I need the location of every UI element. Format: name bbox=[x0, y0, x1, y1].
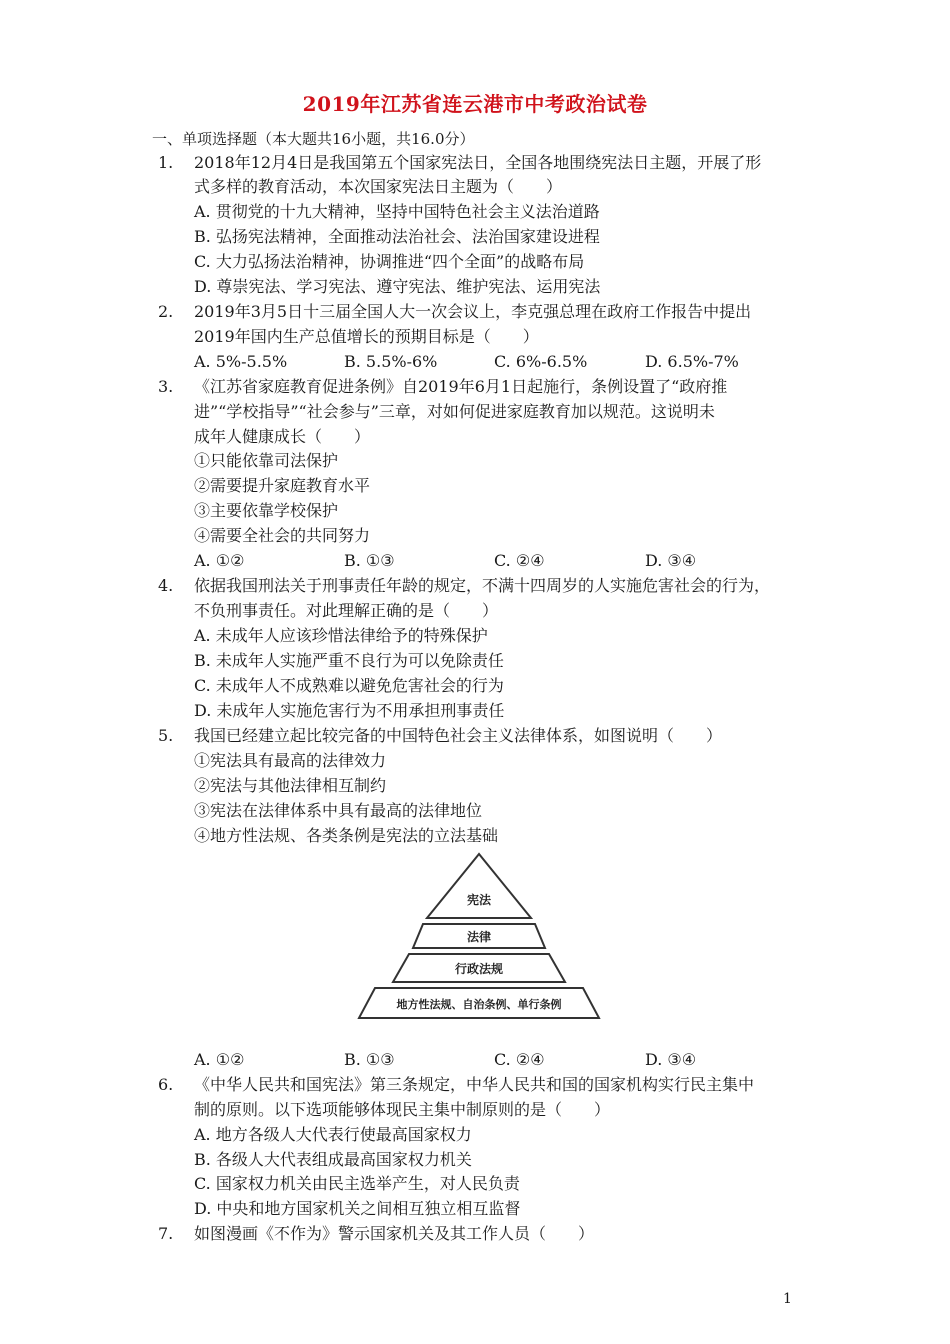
option-b: B. 未成年人实施严重不良行为可以免除责任 bbox=[194, 651, 504, 670]
question-text: 我国已经建立起比较完备的中国特色社会主义法律体系，如图说明（ ） bbox=[194, 726, 723, 745]
question-text: 不负刑事责任。对此理解正确的是（ ） bbox=[194, 601, 499, 620]
question-text: 成年人健康成长（ ） bbox=[194, 427, 371, 446]
statement-item: ①只能依靠司法保护 bbox=[194, 451, 339, 470]
section-heading: 一、单项选择题（本大题共16小题，共16.0分） bbox=[152, 130, 475, 148]
question-text: 式多样的教育活动，本次国家宪法日主题为（ ） bbox=[194, 177, 563, 196]
option-d: D. 中央和地方国家机关之间相互独立相互监督 bbox=[194, 1199, 521, 1218]
question-number: 5. bbox=[158, 726, 174, 745]
question-text: 进”“学校指导”“社会参与”三章，对如何促进家庭教育加以规范。这说明未 bbox=[194, 402, 715, 421]
statement-item: ③宪法在法律体系中具有最高的法律地位 bbox=[194, 801, 483, 820]
option-d: D. 尊崇宪法、学习宪法、遵守宪法、维护宪法、运用宪法 bbox=[194, 277, 601, 296]
question-number: 6. bbox=[158, 1075, 174, 1094]
statement-item: ③主要依靠学校保护 bbox=[194, 501, 339, 520]
question-text: 2019年国内生产总值增长的预期目标是（ ） bbox=[194, 327, 539, 346]
legal-hierarchy-pyramid bbox=[355, 848, 603, 1026]
option-b: B. ①③ bbox=[344, 551, 395, 570]
page-number: 1 bbox=[783, 1291, 792, 1307]
pyramid-label: 地方性法规、自治条例、单行条例 bbox=[396, 998, 562, 1011]
question-text: 《江苏省家庭教育促进条例》自2019年6月1日起施行，条例设置了“政府推 bbox=[194, 377, 728, 396]
question-text: 依据我国刑法关于刑事责任年龄的规定，不满十四周岁的人实施危害社会的行为， bbox=[194, 576, 771, 595]
option-a: A. ①② bbox=[194, 1050, 245, 1069]
question-number: 4. bbox=[158, 576, 174, 595]
option-a: A. 5%-5.5% bbox=[194, 352, 288, 371]
exam-title: 2019年江苏省连云港市中考政治试卷 bbox=[302, 92, 648, 116]
option-b: B. 弘扬宪法精神，全面推动法治社会、法治国家建设进程 bbox=[194, 227, 600, 246]
option-b: B. 各级人大代表组成最高国家权力机关 bbox=[194, 1150, 472, 1169]
option-d: D. ③④ bbox=[645, 1050, 697, 1069]
option-c: C. ②④ bbox=[494, 1050, 545, 1069]
question-number: 7. bbox=[158, 1224, 174, 1243]
option-d: D. 未成年人实施危害行为不用承担刑事责任 bbox=[194, 701, 505, 720]
option-d: D. 6.5%-7% bbox=[645, 352, 739, 371]
question-number: 2. bbox=[158, 302, 174, 321]
option-c: C. 未成年人不成熟难以避免危害社会的行为 bbox=[194, 676, 504, 695]
option-b: B. ①③ bbox=[344, 1050, 395, 1069]
pyramid-label: 宪法 bbox=[466, 893, 492, 907]
question-text: 如图漫画《不作为》警示国家机关及其工作人员（ ） bbox=[194, 1224, 595, 1243]
statement-item: ④需要全社会的共同努力 bbox=[194, 526, 371, 545]
option-a: A. 贯彻党的十九大精神，坚持中国特色社会主义法治道路 bbox=[194, 202, 600, 221]
statement-item: ①宪法具有最高的法律效力 bbox=[194, 751, 387, 770]
pyramid-label: 法律 bbox=[466, 930, 492, 944]
option-c: C. 6%-6.5% bbox=[494, 352, 588, 371]
option-c: C. ②④ bbox=[494, 551, 545, 570]
question-text: 《中华人民共和国宪法》第三条规定，中华人民共和国的国家机构实行民主集中 bbox=[194, 1075, 755, 1094]
option-b: B. 5.5%-6% bbox=[344, 352, 438, 371]
statement-item: ②需要提升家庭教育水平 bbox=[194, 476, 371, 495]
question-text: 2018年12月4日是我国第五个国家宪法日，全国各地围绕宪法日主题，开展了形 bbox=[194, 153, 762, 172]
statement-item: ④地方性法规、各类条例是宪法的立法基础 bbox=[194, 826, 499, 845]
pyramid-tier-constitution bbox=[427, 854, 531, 918]
option-c: C. 国家权力机关由民主选举产生，对人民负责 bbox=[194, 1174, 520, 1193]
option-d: D. ③④ bbox=[645, 551, 697, 570]
question-number: 1. bbox=[158, 153, 174, 172]
option-a: A. 未成年人应该珍惜法律给予的特殊保护 bbox=[194, 626, 488, 645]
option-a: A. 地方各级人大代表行使最高国家权力 bbox=[194, 1125, 472, 1144]
pyramid-label: 行政法规 bbox=[454, 962, 504, 976]
question-text: 2019年3月5日十三届全国人大一次会议上，李克强总理在政府工作报告中提出 bbox=[194, 302, 752, 321]
question-text: 制的原则。以下选项能够体现民主集中制原则的是（ ） bbox=[194, 1100, 611, 1119]
statement-item: ②宪法与其他法律相互制约 bbox=[194, 776, 387, 795]
question-number: 3. bbox=[158, 377, 174, 396]
option-a: A. ①② bbox=[194, 551, 245, 570]
option-c: C. 大力弘扬法治精神，协调推进“四个全面”的战略布局 bbox=[194, 252, 585, 271]
